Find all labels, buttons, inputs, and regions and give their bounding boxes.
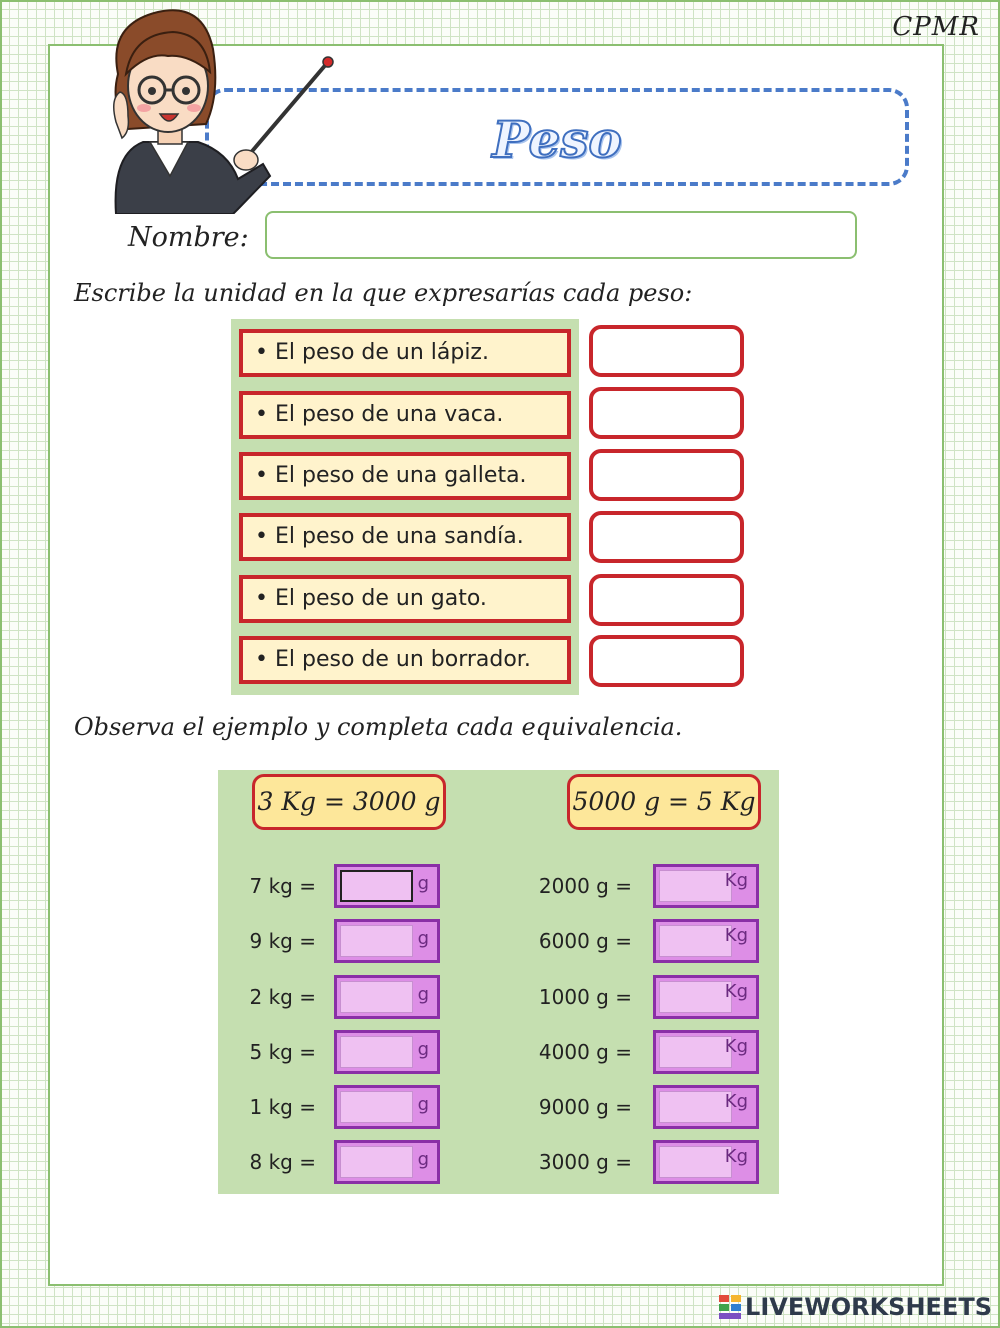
eq-answer-input[interactable] <box>340 1091 413 1123</box>
eq-answer-input[interactable] <box>340 981 413 1013</box>
liveworksheets-icon <box>719 1295 741 1319</box>
eq-unit: g <box>417 1094 429 1115</box>
eq-answer-box <box>334 1085 440 1129</box>
eq-label: 6000 g = <box>538 929 632 953</box>
eq-answer-box <box>653 864 759 908</box>
weight-item: • El peso de una sandía. <box>239 513 571 561</box>
eq-answer-input[interactable] <box>659 981 732 1013</box>
eq-label: 1 kg = <box>249 1095 316 1119</box>
eq-label: 7 kg = <box>249 874 316 898</box>
eq-answer-input[interactable] <box>340 1146 413 1178</box>
name-label: Nombre: <box>128 222 249 253</box>
eq-answer-box <box>334 1140 440 1184</box>
eq-unit: g <box>417 1149 429 1170</box>
eq-answer-box <box>653 1030 759 1074</box>
eq-answer-box <box>653 975 759 1019</box>
eq-answer-input[interactable] <box>659 1091 732 1123</box>
eq-unit: g <box>417 1039 429 1060</box>
eq-label: 3000 g = <box>538 1150 632 1174</box>
eq-unit: g <box>417 928 429 949</box>
instruction-equivalences: Observa el ejemplo y completa cada equivalencia. <box>74 713 683 741</box>
worksheet-title: Peso <box>492 110 622 169</box>
eq-answer-box <box>653 1085 759 1129</box>
weight-item: • El peso de un borrador. <box>239 636 571 684</box>
eq-answer-box <box>334 919 440 963</box>
eq-answer-input[interactable] <box>659 1036 732 1068</box>
eq-answer-input[interactable] <box>340 925 413 957</box>
liveworksheets-brand: LIVEWORKSHEETS <box>745 1293 992 1321</box>
eq-answer-input[interactable] <box>659 1146 732 1178</box>
eq-unit: Kg <box>724 925 748 946</box>
eq-answer-box <box>653 1140 759 1184</box>
eq-label: 9 kg = <box>249 929 316 953</box>
eq-unit: Kg <box>724 1036 748 1057</box>
eq-label: 2000 g = <box>538 874 632 898</box>
eq-label: 5 kg = <box>249 1040 316 1064</box>
unit-answer-input[interactable] <box>589 511 744 563</box>
name-input[interactable] <box>265 211 857 259</box>
instruction-units: Escribe la unidad en la que expresarías cada peso: <box>74 279 693 307</box>
equivalence-panel <box>218 770 779 1194</box>
eq-unit: Kg <box>724 870 748 891</box>
weight-item: • El peso de un lápiz. <box>239 329 571 377</box>
eq-unit: g <box>417 984 429 1005</box>
weight-item: • El peso de un gato. <box>239 575 571 623</box>
eq-answer-input[interactable] <box>340 1036 413 1068</box>
eq-answer-input[interactable] <box>659 925 732 957</box>
unit-answer-input[interactable] <box>589 635 744 687</box>
weight-item: • El peso de una vaca. <box>239 391 571 439</box>
unit-answer-input[interactable] <box>589 387 744 439</box>
eq-label: 2 kg = <box>249 985 316 1009</box>
eq-answer-input[interactable] <box>659 870 732 902</box>
teacher-illustration <box>88 4 338 214</box>
unit-answer-input[interactable] <box>589 325 744 377</box>
eq-answer-box <box>334 1030 440 1074</box>
eq-answer-box <box>653 919 759 963</box>
weight-item: • El peso de una galleta. <box>239 452 571 500</box>
example-kg-to-g: 3 Kg = 3000 g <box>252 774 446 830</box>
unit-answer-input[interactable] <box>589 574 744 626</box>
liveworksheets-logo <box>719 1292 992 1322</box>
eq-unit: Kg <box>724 1091 748 1112</box>
eq-label: 4000 g = <box>538 1040 632 1064</box>
eq-answer-box <box>334 864 440 908</box>
eq-label: 9000 g = <box>538 1095 632 1119</box>
example-g-to-kg: 5000 g = 5 Kg <box>567 774 761 830</box>
eq-answer-box <box>334 975 440 1019</box>
eq-label: 8 kg = <box>249 1150 316 1174</box>
eq-unit: Kg <box>724 981 748 1002</box>
eq-answer-input[interactable] <box>340 870 413 902</box>
eq-unit: g <box>417 873 429 894</box>
author-initials: CPMR <box>892 12 980 42</box>
weight-items-panel <box>231 319 579 695</box>
eq-label: 1000 g = <box>538 985 632 1009</box>
eq-unit: Kg <box>724 1146 748 1167</box>
unit-answer-input[interactable] <box>589 449 744 501</box>
